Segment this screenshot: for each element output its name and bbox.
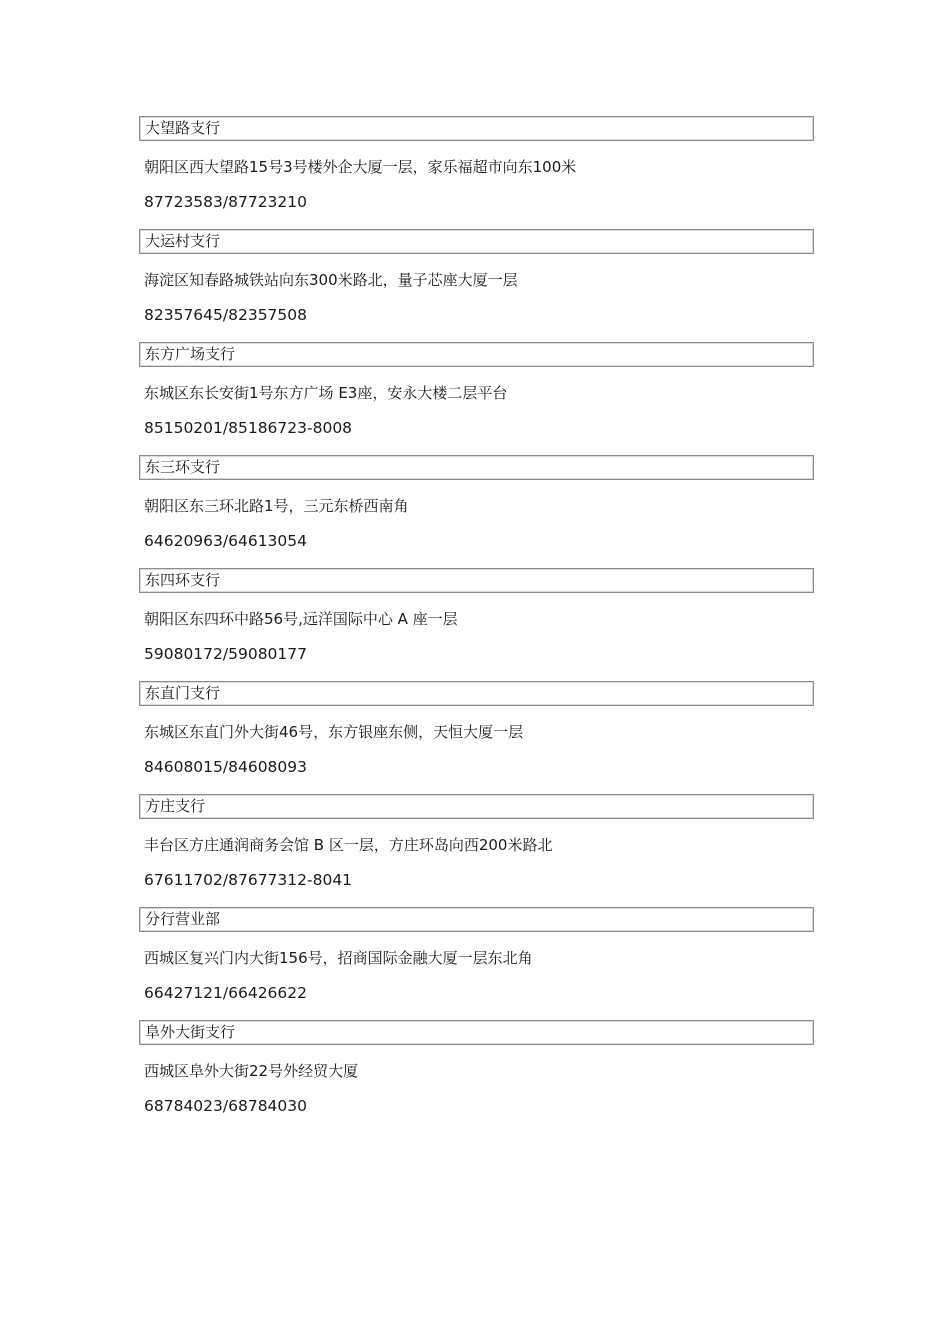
branch-address: 东城区东直门外大街46号，东方银座东侧，天恒大厦一层 bbox=[144, 723, 524, 741]
branch-entry bbox=[139, 681, 811, 794]
branch-address: 丰台区方庄通润商务会馆 B 区一层，方庄环岛向西200米路北 bbox=[144, 836, 553, 854]
branch-name: 方庄支行 bbox=[139, 794, 814, 819]
branch-entry bbox=[139, 342, 811, 455]
branch-phone: 82357645/82357508 bbox=[144, 306, 308, 324]
branch-phone: 84608015/84608093 bbox=[144, 758, 308, 776]
branch-entry bbox=[139, 907, 811, 1020]
branch-address: 朝阳区东三环北路1号，三元东桥西南角 bbox=[144, 497, 409, 515]
branch-entry bbox=[139, 455, 811, 568]
branch-name: 东四环支行 bbox=[139, 568, 814, 593]
branch-entry bbox=[139, 116, 811, 229]
branch-entry bbox=[139, 229, 811, 342]
branch-name: 大运村支行 bbox=[139, 229, 814, 254]
branch-address: 西城区阜外大街22号外经贸大厦 bbox=[144, 1062, 359, 1080]
branch-phone: 87723583/87723210 bbox=[144, 193, 308, 211]
branch-phone: 67611702/87677312-8041 bbox=[144, 871, 353, 889]
branch-phone: 59080172/59080177 bbox=[144, 645, 308, 663]
branch-name: 东直门支行 bbox=[139, 681, 814, 706]
branch-entry bbox=[139, 568, 811, 681]
branch-name: 东三环支行 bbox=[139, 455, 814, 480]
branch-phone: 85150201/85186723-8008 bbox=[144, 419, 353, 437]
branch-list bbox=[139, 116, 811, 1133]
branch-address: 海淀区知春路城铁站向东300米路北，量子芯座大厦一层 bbox=[144, 271, 518, 289]
branch-address: 西城区复兴门内大街156号，招商国际金融大厦一层东北角 bbox=[144, 949, 533, 967]
branch-address: 东城区东长安街1号东方广场 E3座，安永大楼二层平台 bbox=[144, 384, 508, 402]
branch-entry bbox=[139, 794, 811, 907]
branch-name: 分行营业部 bbox=[139, 907, 814, 932]
branch-name: 东方广场支行 bbox=[139, 342, 814, 367]
branch-phone: 66427121/66426622 bbox=[144, 984, 308, 1002]
branch-address: 朝阳区东四环中路56号,远洋国际中心 A 座一层 bbox=[144, 610, 458, 628]
branch-phone: 68784023/68784030 bbox=[144, 1097, 308, 1115]
branch-address: 朝阳区西大望路15号3号楼外企大厦一层，家乐福超市向东100米 bbox=[144, 158, 577, 176]
branch-entry bbox=[139, 1020, 811, 1133]
branch-phone: 64620963/64613054 bbox=[144, 532, 308, 550]
branch-name: 大望路支行 bbox=[139, 116, 814, 141]
branch-name: 阜外大街支行 bbox=[139, 1020, 814, 1045]
